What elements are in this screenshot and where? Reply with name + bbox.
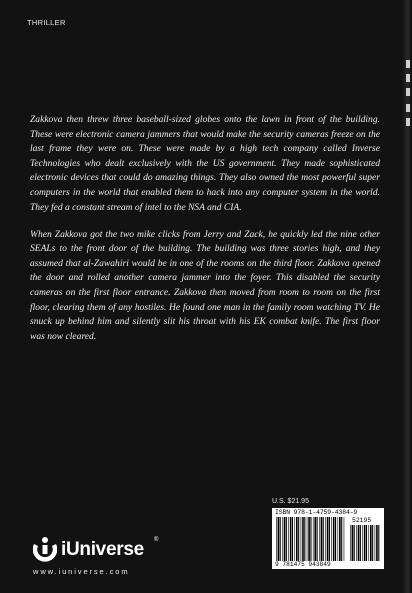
isbn-barcode: [272, 508, 384, 569]
publisher-logo: [33, 534, 163, 564]
barcode-bars: [276, 517, 346, 561]
blurb-text: [30, 113, 380, 357]
spine-edge: [402, 0, 412, 593]
price-addon-code: 52195: [352, 517, 372, 524]
blurb-paragraph: When Zakkova got the two mike clicks from Jerry and Zack, he quickly led the nine other SEALs to the front door of the building. The building was three stories high, and they assumed that al-Zawahiri would be in one of the rooms on the third floor. Zakkova opened the door and rolled another camera jammer into the foyer. This disabled the security cameras on the first floor entrance. Zakkova then moved from room to room on the first floor, clearing them of any hostiles. He found one man in the family room watching TV. He snuck up behind him and silently slit his throat with his EK combat knife. The first floor was now cleared.: [30, 228, 380, 342]
publisher-logo-text: iUniverse: [61, 539, 144, 560]
blurb-paragraph: Zakkova then threw three baseball-sized globes onto the lawn in front of the building. These were electronic camera jammers that would make the security cameras freeze on the last frame they were on. These were made by a high tech company called Inverse Technologies who dealt exclusively with the US government. They made sophisticated electronic devices that could do amazing things. They also owned the most powerful super computers in the world that enabled them to hack into any computer system in the world. They fed a constant stream of intel to the NSA and CIA.: [30, 114, 380, 213]
addon-barcode-bars: [350, 525, 381, 561]
price-label: U.S. $21.95: [272, 498, 309, 505]
iuniverse-logo-icon: [33, 536, 57, 562]
barcode-digits: 9 781475 943849: [275, 561, 331, 568]
publisher-url: www.iuniverse.com: [33, 567, 130, 576]
isbn-text: ISBN 978-1-4759-4384-9: [275, 509, 358, 516]
genre-label: THRILLER: [27, 18, 66, 27]
registered-mark: ®: [154, 537, 159, 543]
